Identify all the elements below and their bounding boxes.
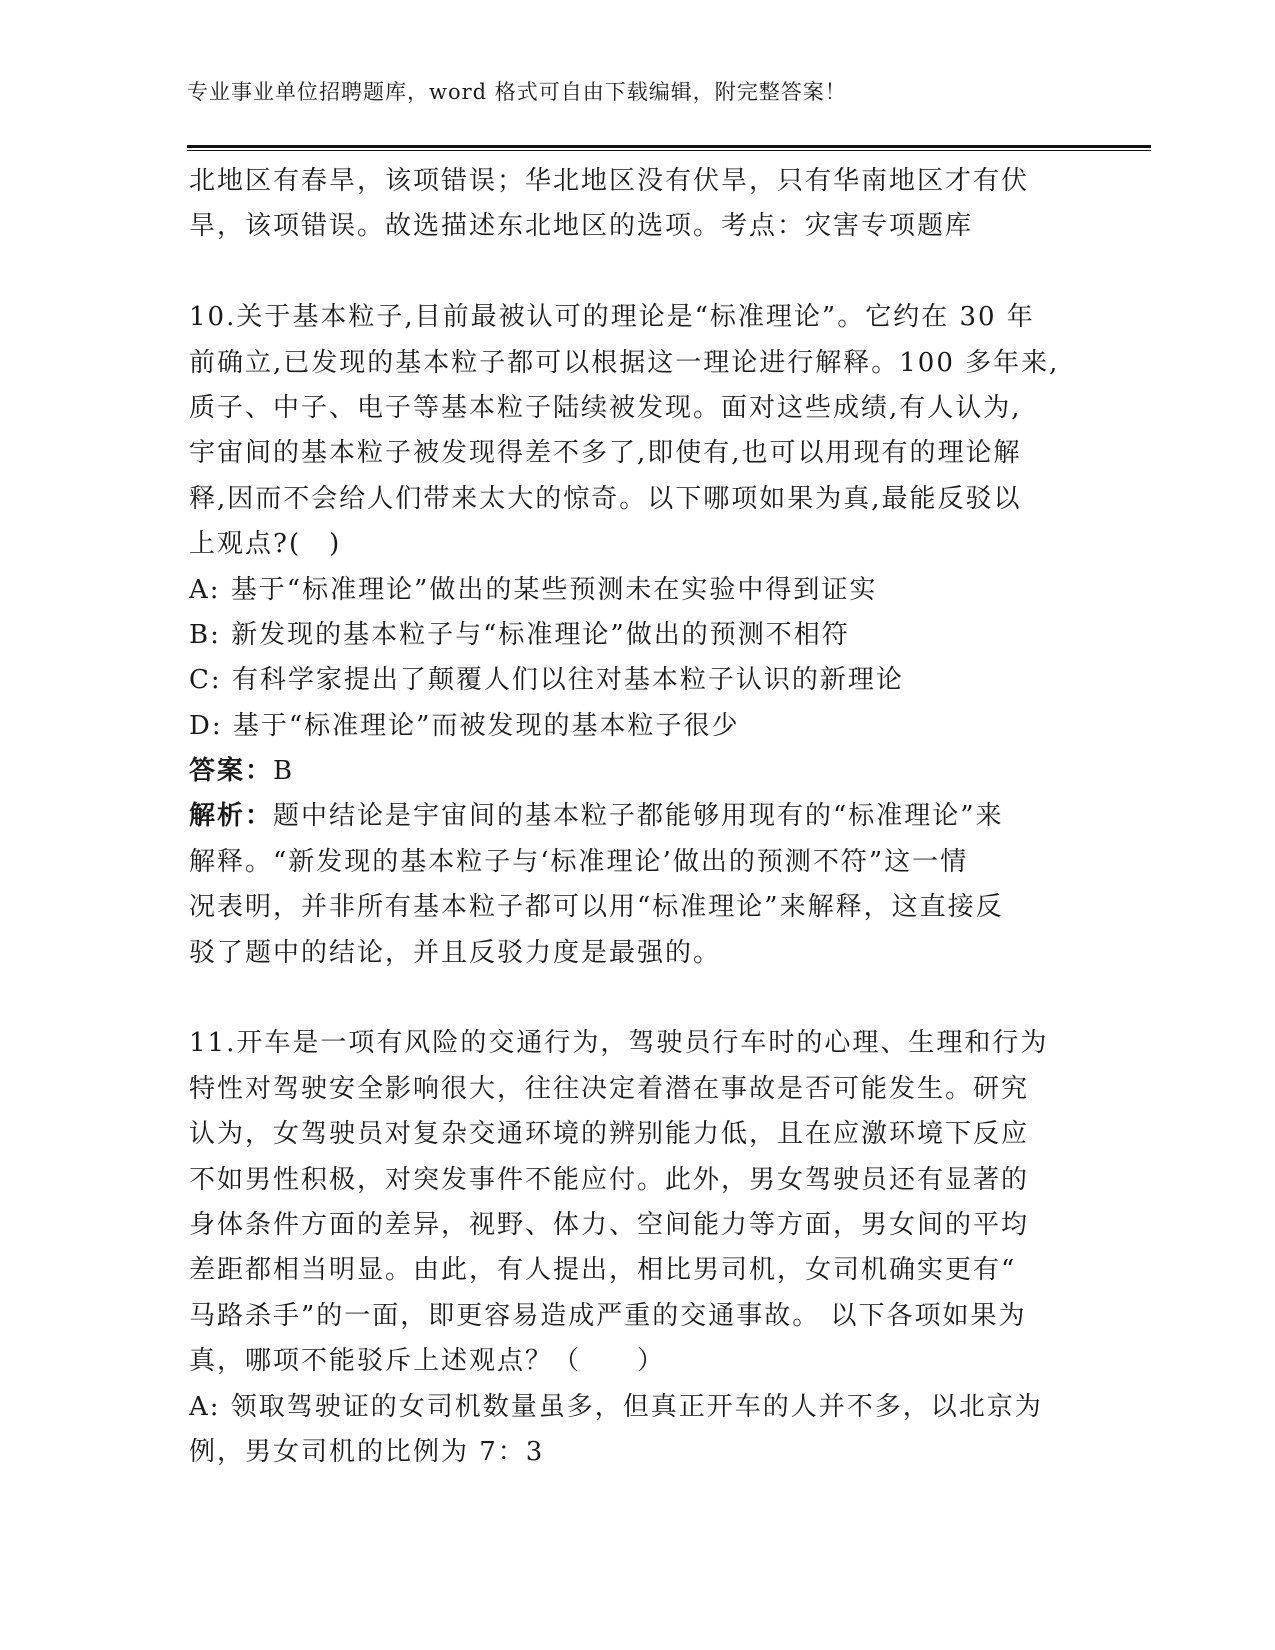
analysis-line: 况表明，并非所有基本粒子都可以用“标准理论”来解释，这直接反 <box>189 892 1004 923</box>
answer-value: B <box>273 756 295 787</box>
paragraph-gap <box>189 976 1089 1021</box>
question-stem-line: 马路杀手”的一面，即更容易造成严重的交通事故。 以下各项如果为 <box>189 1300 1027 1331</box>
question-stem-line: 前确立,已发现的基本粒子都可以根据这一理论进行解释。100 多年来, <box>189 347 1060 378</box>
question-stem-line: 特性对驾驶安全影响很大，往往决定着潜在事故是否可能发生。研究 <box>189 1073 1030 1104</box>
option-a-continued: 例，男女司机的比例为 7：3 <box>189 1436 545 1467</box>
continuation-line: 北地区有春旱，该项错误；华北地区没有伏旱，只有华南地区才有伏 <box>189 166 1030 196</box>
document-body <box>189 159 1089 1475</box>
analysis-line: 解释。“新发现的基本粒子与‘标准理论’做出的预测不符”这一情 <box>189 846 969 877</box>
question-10 <box>189 295 1089 976</box>
option-d: D: 基于“标准理论”而被发现的基本粒子很少 <box>189 710 740 741</box>
analysis-text: 题中结论是宇宙间的基本粒子都能够用现有的“标准理论”来 <box>273 801 1004 832</box>
page-header: 专业事业单位招聘题库，word 格式可自由下载编辑，附完整答案！ <box>187 80 847 104</box>
header-divider <box>187 145 1151 151</box>
question-stem-line: 身体条件方面的差异，视野、体力、空间能力等方面，男女间的平均 <box>189 1209 1030 1240</box>
question-11 <box>189 1021 1089 1475</box>
option-b: B: 新发现的基本粒子与“标准理论”做出的预测不相符 <box>189 619 850 650</box>
question-stem-line: 真，哪项不能驳斥上述观点？（ ） <box>189 1346 666 1377</box>
option-a: A: 领取驾驶证的女司机数量虽多，但真正开车的人并不多，以北京为 <box>189 1391 1043 1422</box>
question-stem-line: 不如男性积极，对突发事件不能应付。此外，男女驾驶员还有显著的 <box>189 1164 1030 1195</box>
answer-label: 答案： <box>189 756 274 787</box>
question-stem-line: 11.开车是一项有风险的交通行为，驾驶员行车时的心理、生理和行为 <box>189 1028 1049 1059</box>
analysis-line: 驳了题中的结论，并且反驳力度是最强的。 <box>189 937 722 968</box>
question-stem-line: 质子、中子、电子等基本粒子陆续被发现。面对这些成绩,有人认为, <box>189 392 1022 423</box>
option-a: A: 基于“标准理论”做出的某些预测未在实验中得到证实 <box>189 574 878 605</box>
analysis-line <box>189 794 1089 839</box>
continuation-line: 旱，该项错误。故选描述东北地区的选项。考点：灾害专项题库 <box>189 211 974 242</box>
question-stem-line: 宇宙间的基本粒子被发现得差不多了,即使有,也可以用现有的理论解 <box>189 438 1022 469</box>
analysis-label: 解析： <box>189 801 274 832</box>
question-stem-line: 差距都相当明显。由此，有人提出，相比男司机，女司机确实更有“ <box>189 1255 1017 1286</box>
question-stem-line: 认为，女驾驶员对复杂交通环境的辨别能力低，且在应激环境下反应 <box>189 1119 1030 1150</box>
question-stem-line: 上观点?( ) <box>189 529 342 560</box>
paragraph-gap <box>189 250 1089 295</box>
question-stem-line: 释,因而不会给人们带来太大的惊奇。以下哪项如果为真,最能反驳以 <box>189 483 1022 514</box>
question-stem-line: 10.关于基本粒子,目前最被认可的理论是“标准理论”。它约在 30 年 <box>189 302 1035 333</box>
answer-line <box>189 749 1089 794</box>
option-c: C: 有科学家提出了颠覆人们以往对基本粒子认识的新理论 <box>189 665 904 696</box>
